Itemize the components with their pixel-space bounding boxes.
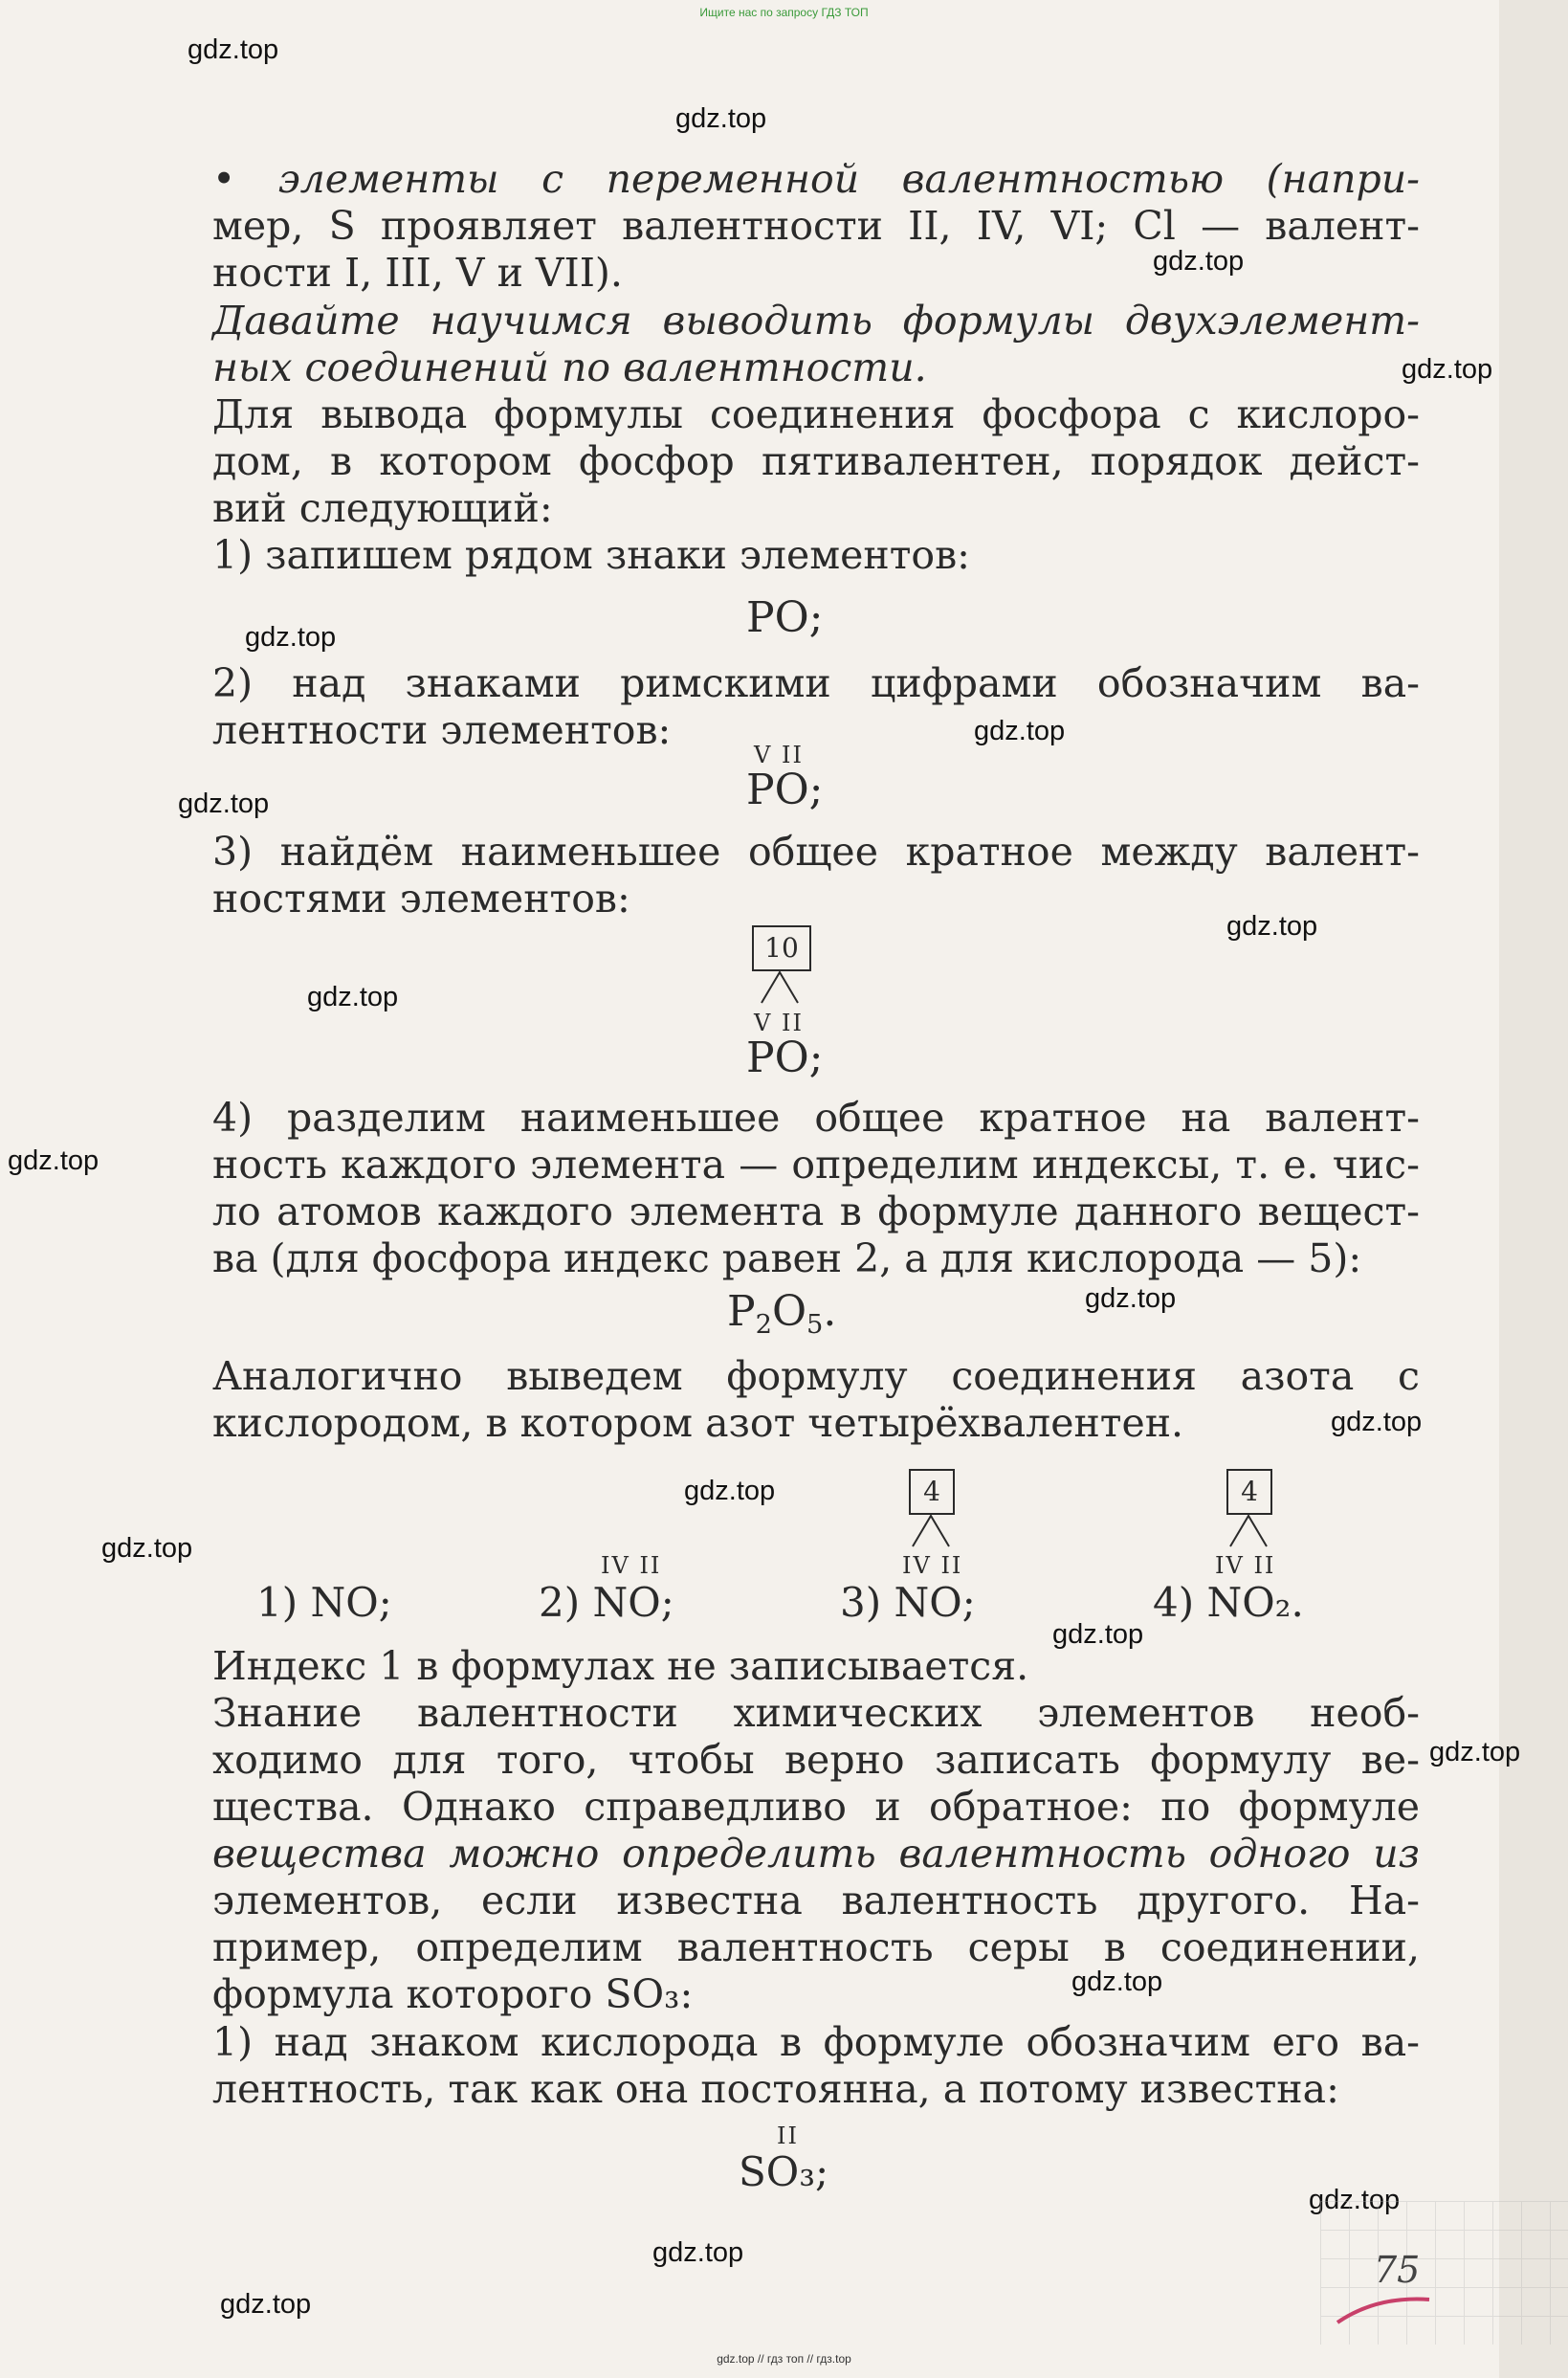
text-line: лентность, так как она постоянна, а потому известна: [212, 2066, 1339, 2112]
watermark: gdz.top [974, 716, 1066, 746]
text-line: ностями элементов: [212, 876, 630, 922]
text-line: дом, в котором фосфор пятивалентен, порядок дейст- [212, 438, 1420, 484]
text-line: кислородом, в котором азот четырёхвалентен. [212, 1400, 1184, 1446]
watermark: gdz.top [8, 1145, 99, 1176]
formula-no-step2: 2) NO; [539, 1579, 674, 1626]
formula-no2-step4: 4) NO₂. [1153, 1579, 1304, 1626]
page-number: 75 [1374, 2249, 1421, 2291]
watermark: gdz.top [307, 982, 399, 1012]
watermark: gdz.top [188, 34, 279, 65]
paragraph-variable-valency [212, 156, 1420, 297]
text-line: 4) разделим наименьшее общее кратное на валент- [212, 1095, 1420, 1141]
watermark: gdz.top [1331, 1407, 1423, 1437]
text-line: 1) запишем рядом знаки элементов: [212, 532, 970, 578]
formula-p2o5 [727, 1287, 836, 1340]
text-line: ва (для фосфора индекс равен 2, а для кислорода — 5): [212, 1235, 1362, 1281]
valency-label: IV II [902, 1552, 963, 1579]
lcm-box: 10 [752, 925, 811, 971]
text-line: Аналогично выведем формулу соединения азота с [212, 1353, 1420, 1399]
text-line: ности I, III, V и VII). [212, 250, 623, 296]
element-p: P [727, 1287, 756, 1336]
text-line: щества. Однако справедливо и обратное: по формуле [212, 1784, 1420, 1830]
text-line: Индекс 1 в формулах не записывается. [212, 1643, 1029, 1689]
text-line: элементов, если известна валентность другого. На- [212, 1878, 1420, 1923]
watermark: gdz.top [178, 789, 270, 819]
valency-label: V II [754, 1010, 804, 1036]
text-line: 3) найдём наименьшее общее кратное между валент- [212, 829, 1420, 875]
text-line: вий следующий: [212, 485, 553, 531]
formula-so3: SO₃; [739, 2148, 829, 2195]
step-1 [212, 532, 1420, 579]
text-line: ло атомов каждого элемента в формуле данного вещест- [212, 1189, 1420, 1234]
valency-label: V II [754, 742, 804, 768]
watermark: gdz.top [675, 103, 767, 134]
formula-end: . [823, 1287, 837, 1336]
index-o: 5 [806, 1310, 824, 1341]
text-line: мер, S проявляет валентности II, IV, VI; Cl — валент- [212, 203, 1420, 249]
paragraph-nitrogen [212, 1353, 1423, 1447]
text-line: пример, определим валентность серы в соединении, [212, 1924, 1420, 1970]
lcm-arrows [907, 1512, 955, 1548]
top-banner[interactable]: Ищите нас по запросу ГДЗ ТОП [699, 6, 869, 19]
lcm-box: 4 [1226, 1469, 1272, 1515]
watermark: gdz.top [101, 1533, 193, 1564]
formula-po: PO; [746, 593, 824, 642]
valency-label: IV II [1215, 1552, 1276, 1579]
formula-no-step1: 1) NO; [256, 1579, 392, 1626]
text-line: ходимо для того, чтобы верно записать формулу ве- [212, 1737, 1420, 1783]
watermark: gdz.top [1429, 1737, 1521, 1767]
valency-label: IV II [601, 1552, 662, 1579]
watermark: gdz.top [684, 1476, 776, 1506]
watermark: gdz.top [1071, 1967, 1163, 1997]
text-line: 1) над знаком кислорода в формуле обозначим его ва- [212, 2019, 1420, 2065]
text-line: формула которого SO₃: [212, 1971, 694, 2017]
text-line: ность каждого элемента — определим индексы, т. е. чис- [212, 1142, 1420, 1188]
watermark: gdz.top [1226, 911, 1318, 942]
valency-label: II [777, 2122, 799, 2149]
text-line: Для вывода формулы соединения фосфора с кислоро- [212, 391, 1420, 437]
lcm-box: 4 [909, 1469, 955, 1515]
watermark: gdz.top [245, 622, 337, 653]
text-line: ных соединений по валентности. [212, 344, 927, 390]
formula-po-lcm: PO; [746, 1033, 824, 1082]
watermark: gdz.top [1052, 1619, 1144, 1650]
text-line: • элементы с переменной валентностью (напри- [212, 156, 1420, 202]
lcm-arrows [1225, 1512, 1272, 1548]
paragraph-index-note [212, 1643, 1420, 1690]
text-line: 2) над знаками римскими цифрами обозначим ва- [212, 660, 1420, 706]
formula-po-valency: PO; [746, 766, 824, 814]
watermark: gdz.top [1309, 2185, 1401, 2215]
page-margin [1499, 0, 1568, 2378]
watermark: gdz.top [1153, 246, 1245, 277]
formula-no-step3: 3) NO; [840, 1579, 976, 1626]
pink-stroke-decoration [1330, 2292, 1435, 2330]
step-4 [212, 1095, 1420, 1282]
watermark: gdz.top [220, 2289, 312, 2320]
text-line: Знание валентности химических элементов необ- [212, 1690, 1420, 1736]
watermark: gdz.top [1402, 354, 1493, 385]
bottom-banner[interactable]: gdz.top // гдз топ // гдз.top [717, 2352, 851, 2366]
step-3 [212, 829, 1420, 922]
text-line: лентности элементов: [212, 707, 672, 753]
text-line: Давайте научимся выводить формулы двухэлемент- [212, 298, 1420, 344]
step-2 [212, 660, 1420, 754]
text-line: вещества можно определить валентность одного из [212, 1831, 1420, 1877]
watermark: gdz.top [1085, 1283, 1177, 1314]
lcm-arrows [756, 968, 804, 1005]
watermark: gdz.top [652, 2237, 744, 2268]
step-sulfur-1 [212, 2019, 1420, 2113]
paragraph-intro [212, 298, 1420, 391]
element-o: O [771, 1287, 807, 1336]
paragraph-knowledge [212, 1690, 1420, 2018]
paragraph-procedure [212, 391, 1420, 532]
index-p: 2 [755, 1310, 772, 1341]
